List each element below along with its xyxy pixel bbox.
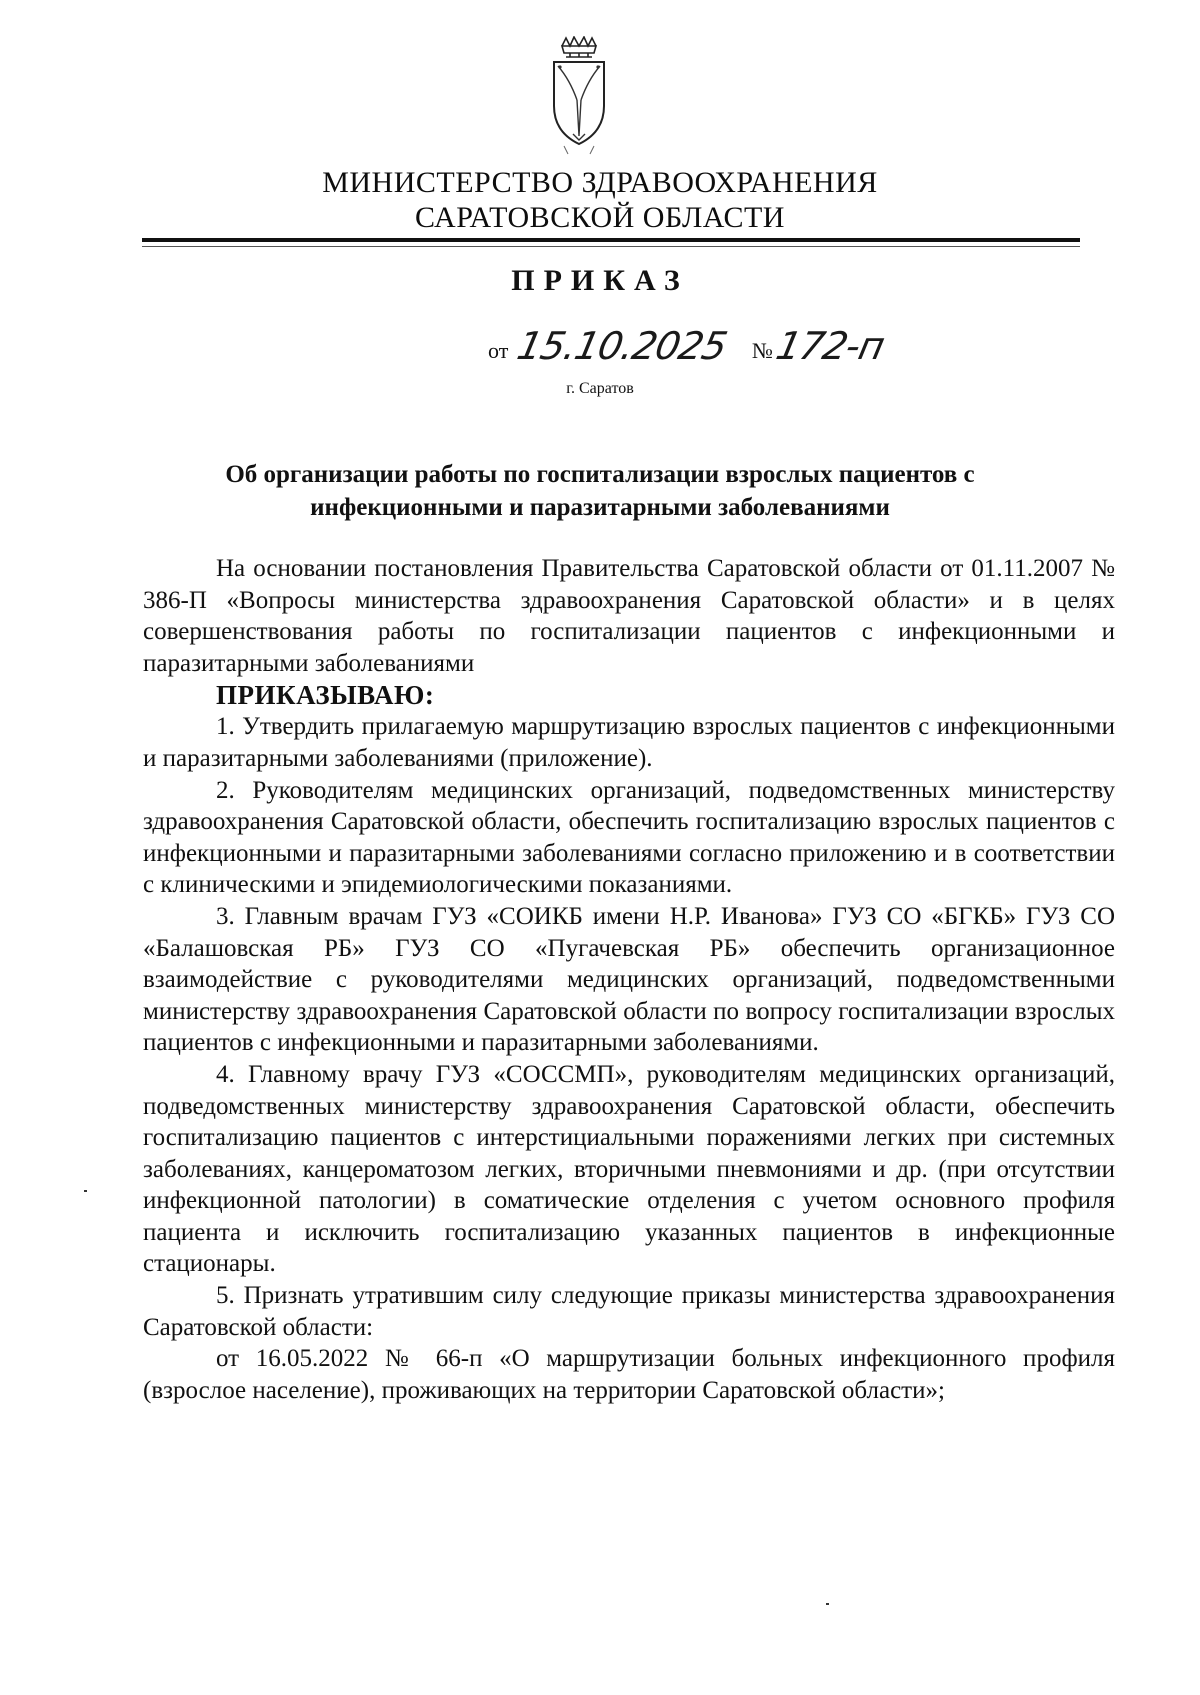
- order-item-4: 4. Главному врачу ГУЗ «СОССМП», руководителям медицинских организаций, подведомственных министерству здравоохранения Саратовской области, обеспечить госпитализацию пациентов с интерстициальными поражениями легких при системных заболеваниях, канцероматозом легких, вторичными пневмониями и др. (при отсутствии инфекционной патологии) в соматические отделения с учетом основного профиля пациента и исключить госпитализацию указанных пациентов в инфекционные стационары.: [143, 1060, 1115, 1278]
- order-date-handwritten: 15.10.2025: [513, 324, 731, 368]
- order-item-2: 2. Руководителям медицинских организаций, подведомственных министерству здравоохранения Саратовской области, обеспечить госпитализацию взрослых пациентов с инфекционными и паразитарными заболеваниями согласно приложению и в соответствии с клиническими и эпидемиологическими показаниями.: [143, 776, 1115, 899]
- header-divider-thick: [142, 238, 1080, 242]
- order-body: [143, 553, 1115, 1406]
- saratov-coat-of-arms-icon: [548, 36, 610, 156]
- ministry-name-line2: САРАТОВСКОЙ ОБЛАСТИ: [415, 201, 785, 234]
- decree-word: ПРИКАЗЫВАЮ:: [216, 680, 435, 711]
- scan-speck: [84, 1190, 87, 1192]
- order-date-number: [488, 318, 888, 368]
- order-number-handwritten: 172-п: [772, 324, 888, 368]
- order-item-3: 3. Главным врачам ГУЗ «СОИКБ имени Н.Р. Иванова» ГУЗ СО «БГКБ» ГУЗ СО «Балашовская РБ» ГУЗ СО «Пугачевская РБ» обеспечить организационное взаимодействие с руководителями медицинских организаций, подведомственными министерству здравоохранения Саратовской области по вопросу госпитализации взрослых пациентов с инфекционными и паразитарными заболеваниями.: [143, 902, 1115, 1057]
- order-city: г. Саратов: [566, 380, 634, 397]
- order-subject: Об организации работы по госпитализации взрослых пациентов с инфекционными и паразитарными заболеваниями: [225, 461, 975, 521]
- ministry-name-line1: МИНИСТЕРСТВО ЗДРАВООХРАНЕНИЯ: [322, 166, 878, 199]
- order-title: ПРИКАЗ: [511, 264, 689, 297]
- header-divider-thin: [142, 246, 1080, 247]
- scan-speck: [826, 1603, 829, 1605]
- order-item-5-sub: от 16.05.2022 № 66-п «О маршрутизации больных инфекционного профиля (взрослое население), проживающих на территории Саратовской области»;: [143, 1345, 1115, 1404]
- order-item-5: 5. Признать утратившим силу следующие приказы министерства здравоохранения Саратовской области:: [143, 1282, 1115, 1341]
- number-label: №: [751, 338, 773, 363]
- date-label: от: [488, 338, 509, 363]
- order-preamble: На основании постановления Правительства Саратовской области от 01.11.2007 № 386-П «Вопросы министерства здравоохранения Саратовской области» и в целях совершенствования работы по госпитализации пациентов с инфекционными и паразитарными заболеваниями: [143, 555, 1115, 677]
- order-item-1: 1. Утвердить прилагаемую маршрутизацию взрослых пациентов с инфекционными и паразитарными заболеваниями (приложение).: [143, 713, 1115, 772]
